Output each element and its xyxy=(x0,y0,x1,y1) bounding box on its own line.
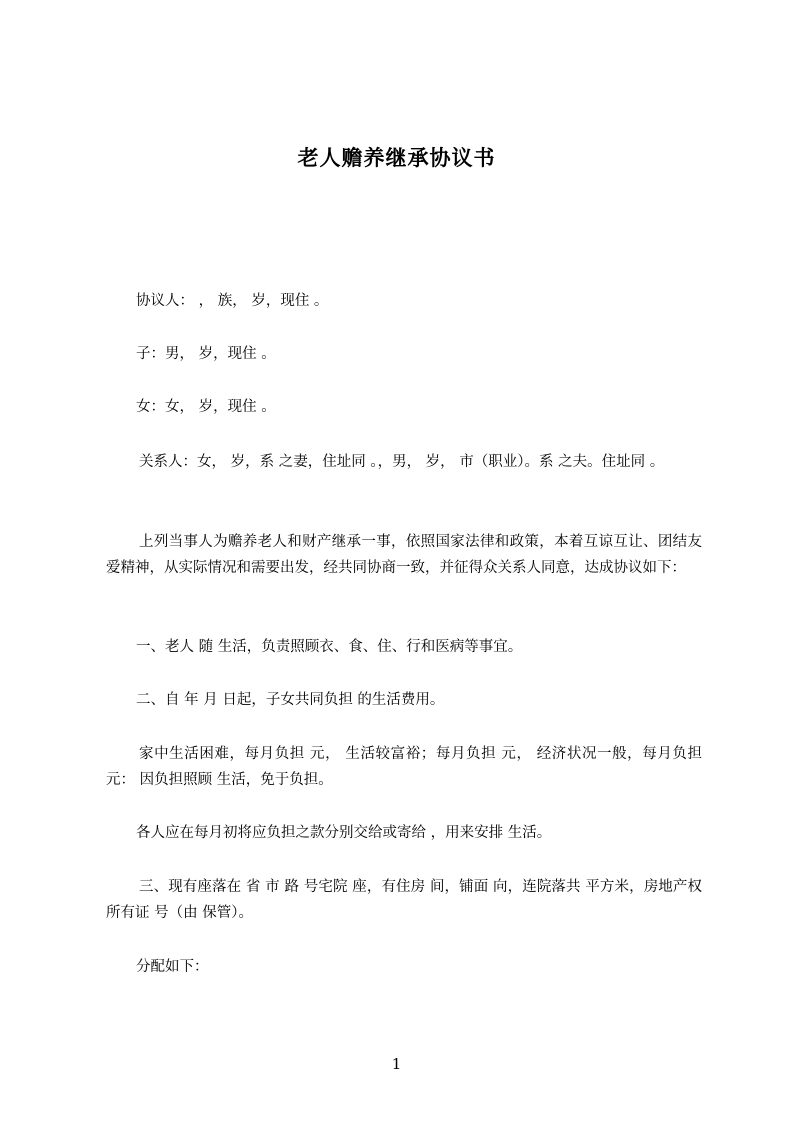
paragraph-clause-three: 三、现有座落在 省 市 路 号宅院 座，有住房 间，铺面 向，连院落共 平方米，房地产权所有证 号（由 保管）。 xyxy=(106,879,702,921)
paragraph-son: 子：男， 岁，现住 。 xyxy=(136,346,276,362)
paragraph-related-party: 关系人：女， 岁，系 之妻，住址同 。，男， 岁， 市（职业）。系 之夫。住址同 。 xyxy=(139,454,665,470)
document-title: 老人赡养继承协议书 xyxy=(297,146,496,170)
paragraph-payment-delivery: 各人应在每月初将应负担之款分别交给或寄给 ，用来安排 生活。 xyxy=(136,825,552,841)
paragraph-preamble: 上列当事人为赡养老人和财产继承一事，依照国家法律和政策，本着互谅互让、团结友爱精神，从实际情况和需要出发，经共同协商一致，并征得众关系人同意，达成协议如下： xyxy=(106,534,702,576)
paragraph-party: 协议人： ， 族， 岁，现住 。 xyxy=(136,293,329,309)
paragraph-daughter: 女：女， 岁，现住 。 xyxy=(136,399,276,415)
page-number: 1 xyxy=(391,1055,402,1073)
paragraph-clause-one: 一、老人 随 生活，负责照顾衣、食、住、行和医病等事宜。 xyxy=(136,639,523,655)
paragraph-payment-terms: 家中生活困难，每月负担 元， 生活较富裕；每月负担 元， 经济状况一般，每月负担 元： 因负担照顾 生活，免于负担。 xyxy=(106,746,702,788)
paragraph-distribution: 分配如下： xyxy=(136,959,209,975)
paragraph-clause-two: 二、自 年 月 日起，子女共同负担 的生活费用。 xyxy=(136,692,445,708)
